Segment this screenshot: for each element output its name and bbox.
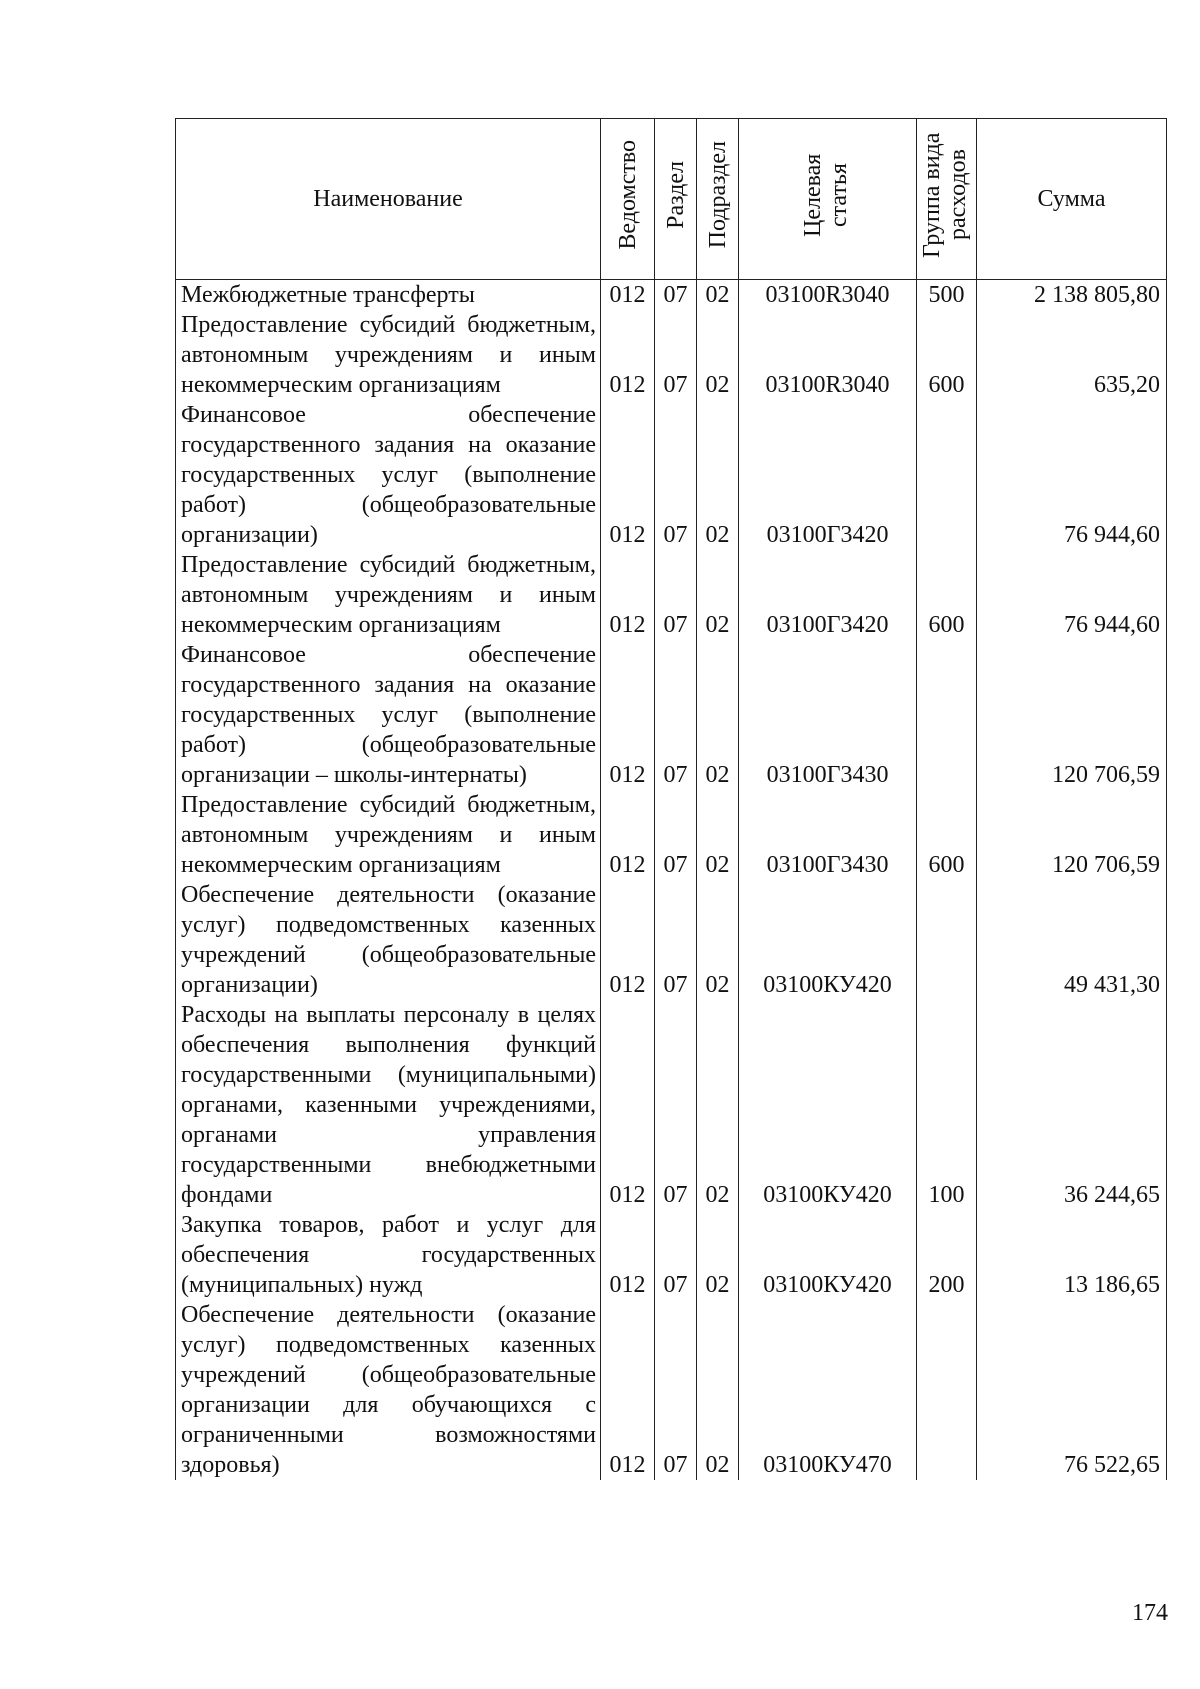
row-gruppa bbox=[917, 640, 977, 790]
row-summa: 2 138 805,80 bbox=[977, 280, 1167, 311]
row-ved: 012 bbox=[601, 1210, 655, 1300]
row-ved: 012 bbox=[601, 400, 655, 550]
row-summa: 49 431,30 bbox=[977, 880, 1167, 1000]
header-name: Наименование bbox=[176, 119, 601, 280]
row-summa: 76 944,60 bbox=[977, 550, 1167, 640]
row-name: Финансовое обеспечение государственного задания на оказание государственных услуг (выполнение работ) (общеобразовательные организации) bbox=[176, 400, 601, 550]
row-razdel: 07 bbox=[655, 280, 697, 311]
table-header-row bbox=[176, 119, 1167, 280]
row-ved: 012 bbox=[601, 280, 655, 311]
row-razdel: 07 bbox=[655, 1300, 697, 1480]
row-celevaya: 03100КУ470 bbox=[739, 1300, 917, 1480]
header-razdel: Раздел bbox=[655, 119, 697, 280]
row-name: Предоставление субсидий бюджетным, автономным учреждениям и иным некоммерческим организациям bbox=[176, 550, 601, 640]
row-gruppa bbox=[917, 880, 977, 1000]
row-podrazdel: 02 bbox=[697, 1000, 739, 1210]
row-podrazdel: 02 bbox=[697, 880, 739, 1000]
row-summa: 120 706,59 bbox=[977, 790, 1167, 880]
row-razdel: 07 bbox=[655, 640, 697, 790]
budget-table bbox=[175, 118, 1167, 1480]
row-ved: 012 bbox=[601, 310, 655, 400]
row-celevaya: 03100Г3420 bbox=[739, 550, 917, 640]
row-name: Финансовое обеспечение государственного задания на оказание государственных услуг (выполнение работ) (общеобразовательные организации – школы-интернаты) bbox=[176, 640, 601, 790]
row-razdel: 07 bbox=[655, 1210, 697, 1300]
row-podrazdel: 02 bbox=[697, 640, 739, 790]
page-number: 174 bbox=[1132, 1600, 1168, 1626]
row-ved: 012 bbox=[601, 880, 655, 1000]
table-row bbox=[176, 640, 1167, 790]
header-celevaya: Целевая статья bbox=[739, 119, 917, 280]
row-podrazdel: 02 bbox=[697, 400, 739, 550]
row-summa: 13 186,65 bbox=[977, 1210, 1167, 1300]
row-gruppa: 600 bbox=[917, 310, 977, 400]
row-gruppa bbox=[917, 1300, 977, 1480]
row-razdel: 07 bbox=[655, 310, 697, 400]
header-summa: Сумма bbox=[977, 119, 1167, 280]
row-name: Закупка товаров, работ и услуг для обеспечения государственных (муниципальных) нужд bbox=[176, 1210, 601, 1300]
header-gruppa: Группа вида расходов bbox=[917, 119, 977, 280]
table-row bbox=[176, 1000, 1167, 1210]
table-row bbox=[176, 400, 1167, 550]
header-ved: Ведомство bbox=[601, 119, 655, 280]
row-name: Обеспечение деятельности (оказание услуг) подведомственных казенных учреждений (общеобразовательные организации) bbox=[176, 880, 601, 1000]
table-row bbox=[176, 550, 1167, 640]
row-celevaya: 03100Г3430 bbox=[739, 640, 917, 790]
row-name: Межбюджетные трансферты bbox=[176, 280, 601, 311]
table-row bbox=[176, 280, 1167, 311]
row-podrazdel: 02 bbox=[697, 1300, 739, 1480]
row-gruppa: 600 bbox=[917, 790, 977, 880]
row-summa: 76 522,65 bbox=[977, 1300, 1167, 1480]
row-razdel: 07 bbox=[655, 1000, 697, 1210]
table-row bbox=[176, 880, 1167, 1000]
row-ved: 012 bbox=[601, 640, 655, 790]
row-gruppa: 600 bbox=[917, 550, 977, 640]
row-celevaya: 03100КУ420 bbox=[739, 880, 917, 1000]
row-gruppa bbox=[917, 400, 977, 550]
row-podrazdel: 02 bbox=[697, 310, 739, 400]
table-row bbox=[176, 1300, 1167, 1480]
row-ved: 012 bbox=[601, 790, 655, 880]
table-row bbox=[176, 1210, 1167, 1300]
row-summa: 76 944,60 bbox=[977, 400, 1167, 550]
table-row bbox=[176, 310, 1167, 400]
row-ved: 012 bbox=[601, 550, 655, 640]
row-podrazdel: 02 bbox=[697, 790, 739, 880]
row-razdel: 07 bbox=[655, 790, 697, 880]
row-celevaya: 03100R3040 bbox=[739, 310, 917, 400]
row-celevaya: 03100Г3430 bbox=[739, 790, 917, 880]
row-summa: 36 244,65 bbox=[977, 1000, 1167, 1210]
row-razdel: 07 bbox=[655, 880, 697, 1000]
row-celevaya: 03100Г3420 bbox=[739, 400, 917, 550]
row-razdel: 07 bbox=[655, 400, 697, 550]
row-celevaya: 03100R3040 bbox=[739, 280, 917, 311]
row-podrazdel: 02 bbox=[697, 280, 739, 311]
row-name: Предоставление субсидий бюджетным, автономным учреждениям и иным некоммерческим организациям bbox=[176, 790, 601, 880]
row-podrazdel: 02 bbox=[697, 550, 739, 640]
row-podrazdel: 02 bbox=[697, 1210, 739, 1300]
header-podrazdel: Подраздел bbox=[697, 119, 739, 280]
row-name: Обеспечение деятельности (оказание услуг) подведомственных казенных учреждений (общеобразовательные организации для обучающихся с ограниченными возможностями здоровья) bbox=[176, 1300, 601, 1480]
row-ved: 012 bbox=[601, 1300, 655, 1480]
row-celevaya: 03100КУ420 bbox=[739, 1210, 917, 1300]
row-summa: 635,20 bbox=[977, 310, 1167, 400]
table-row bbox=[176, 790, 1167, 880]
row-name: Предоставление субсидий бюджетным, автономным учреждениям и иным некоммерческим организациям bbox=[176, 310, 601, 400]
row-gruppa: 100 bbox=[917, 1000, 977, 1210]
row-summa: 120 706,59 bbox=[977, 640, 1167, 790]
row-gruppa: 500 bbox=[917, 280, 977, 311]
row-name: Расходы на выплаты персоналу в целях обеспечения выполнения функций государственными (муниципальными) органами, казенными учреждениями, органами управления государственными внебюджетными фондами bbox=[176, 1000, 601, 1210]
row-celevaya: 03100КУ420 bbox=[739, 1000, 917, 1210]
row-gruppa: 200 bbox=[917, 1210, 977, 1300]
row-razdel: 07 bbox=[655, 550, 697, 640]
row-ved: 012 bbox=[601, 1000, 655, 1210]
